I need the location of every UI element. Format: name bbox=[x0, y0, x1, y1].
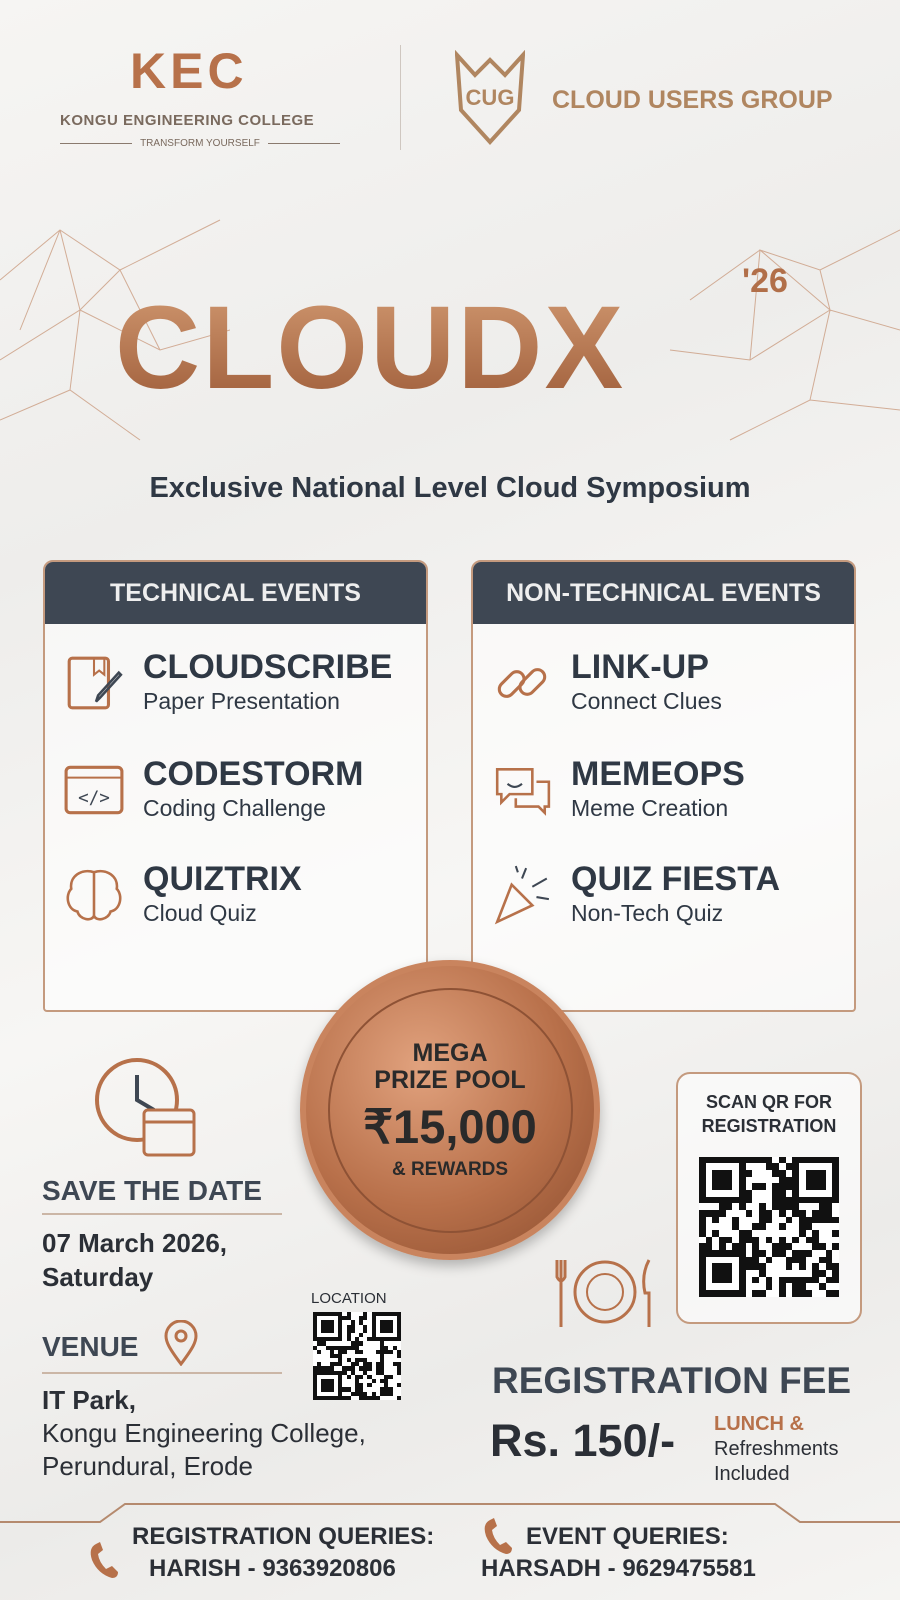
event-name: CLOUDSCRIBE bbox=[143, 648, 393, 686]
registration-qr-box bbox=[676, 1072, 862, 1324]
save-the-date-heading: SAVE THE DATE bbox=[42, 1175, 282, 1215]
college-name: KONGU ENGINEERING COLLEGE bbox=[60, 112, 315, 129]
tagline-text: TRANSFORM YOURSELF bbox=[140, 138, 260, 149]
party-popper-icon bbox=[491, 864, 553, 926]
non-technical-events-heading: NON-TECHNICAL EVENTS bbox=[473, 562, 854, 624]
event-subtitle: Exclusive National Level Cloud Symposium bbox=[149, 472, 751, 504]
event-desc: Connect Clues bbox=[571, 688, 722, 714]
code-window-icon bbox=[63, 759, 125, 821]
event-desc: Meme Creation bbox=[571, 795, 729, 821]
venue-line-1: IT Park, bbox=[42, 1385, 136, 1415]
event-desc: Coding Challenge bbox=[143, 795, 326, 821]
registration-queries-label: REGISTRATION QUERIES: bbox=[132, 1523, 435, 1550]
event-name: QUIZ FIESTA bbox=[571, 860, 781, 898]
event-desc: Non-Tech Quiz bbox=[571, 900, 724, 926]
event-item bbox=[63, 650, 392, 715]
location-label: LOCATION bbox=[311, 1290, 387, 1307]
wireframe-decoration-right bbox=[650, 210, 900, 460]
book-pen-icon bbox=[63, 652, 125, 714]
event-day: Saturday bbox=[42, 1262, 154, 1292]
registration-fee-heading: REGISTRATION FEE bbox=[492, 1360, 852, 1401]
phone-icon bbox=[88, 1540, 122, 1580]
event-name: CODESTORM bbox=[143, 755, 364, 793]
kec-logo: KEC bbox=[130, 43, 248, 99]
event-date: 07 March 2026, bbox=[42, 1228, 228, 1258]
event-name: QUIZTRIX bbox=[143, 860, 302, 898]
technical-events-heading: TECHNICAL EVENTS bbox=[45, 562, 426, 624]
event-item bbox=[491, 862, 780, 927]
event-item bbox=[63, 757, 363, 822]
college-tagline bbox=[60, 138, 340, 149]
brain-icon bbox=[63, 864, 125, 926]
event-name: MEMEOPS bbox=[571, 755, 745, 793]
venue-divider bbox=[42, 1372, 282, 1374]
technical-events-panel bbox=[43, 560, 428, 1012]
clock-calendar-icon bbox=[92, 1055, 202, 1160]
svg-text:CUG: CUG bbox=[465, 85, 515, 110]
cug-logo bbox=[455, 50, 525, 145]
event-desc: Cloud Quiz bbox=[143, 900, 257, 926]
phone-icon bbox=[482, 1516, 514, 1554]
event-year: '26 bbox=[742, 262, 788, 300]
event-desc: Paper Presentation bbox=[143, 688, 340, 714]
prize-pool-medal bbox=[300, 960, 600, 1260]
event-title: CLOUDX bbox=[115, 282, 626, 414]
registration-qr-code[interactable] bbox=[699, 1157, 839, 1297]
non-technical-events-panel bbox=[471, 560, 856, 1012]
qr-label-line-2: REGISTRATION bbox=[701, 1116, 837, 1137]
group-name: CLOUD USERS GROUP bbox=[552, 86, 833, 114]
fee-inclusions bbox=[714, 1412, 839, 1487]
plate-cutlery-icon bbox=[555, 1255, 655, 1330]
prize-rewards: & REWARDS bbox=[391, 1158, 509, 1180]
venue-line-3: Perundural, Erode bbox=[42, 1451, 254, 1481]
chat-bubbles-icon bbox=[491, 759, 553, 821]
venue-line-2: Kongu Engineering College, bbox=[42, 1418, 366, 1448]
location-qr-code[interactable] bbox=[313, 1312, 401, 1400]
refreshments-text: Refreshments bbox=[714, 1438, 839, 1460]
event-queries-label: EVENT QUERIES: bbox=[526, 1523, 729, 1550]
prize-amount: ₹15,000 bbox=[363, 1099, 537, 1153]
event-name: LINK-UP bbox=[571, 648, 709, 686]
included-text: Included bbox=[714, 1463, 790, 1485]
qr-label-line-1: SCAN QR FOR bbox=[706, 1092, 832, 1112]
location-pin-icon bbox=[163, 1320, 199, 1366]
event-item bbox=[491, 757, 745, 822]
svg-text:</>: </> bbox=[78, 787, 110, 808]
lunch-text: LUNCH & bbox=[714, 1413, 804, 1435]
registration-fee-amount: Rs. 150/- bbox=[490, 1415, 676, 1466]
event-contact[interactable]: HARSADH - 9629475581 bbox=[481, 1555, 756, 1582]
registration-contact[interactable]: HARISH - 9363920806 bbox=[149, 1555, 396, 1582]
chain-link-icon bbox=[491, 652, 553, 714]
venue-heading: VENUE bbox=[42, 1331, 139, 1362]
prize-line-1: MEGA bbox=[412, 1038, 488, 1067]
prize-line-2: PRIZE POOL bbox=[374, 1066, 526, 1094]
event-item bbox=[63, 862, 302, 927]
header-divider bbox=[400, 45, 401, 150]
event-item bbox=[491, 650, 722, 715]
